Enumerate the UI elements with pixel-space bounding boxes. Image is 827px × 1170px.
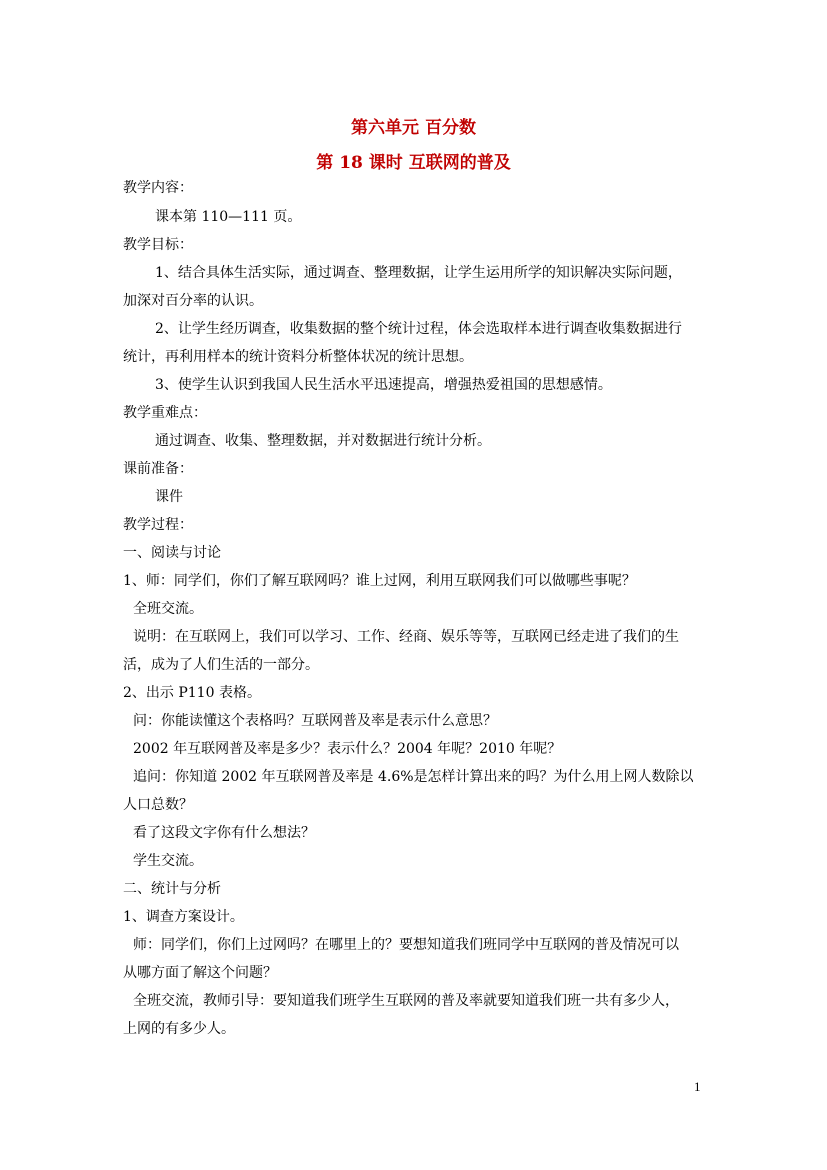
- text-line: 师：同学们，你们上过网吗？在哪里上的？要想知道我们班同学中互联网的普及情况可以: [133, 937, 679, 953]
- section-heading-process: 教学过程：: [123, 517, 193, 533]
- section-heading-goals: 教学目标：: [123, 237, 193, 253]
- text-line: 二、统计与分析: [123, 881, 221, 897]
- text-line: 全班交流，教师引导：要知道我们班学生互联网的普及率就要知道我们班一共有多少人，: [133, 993, 679, 1009]
- text-line: 上网的有多少人。: [123, 1021, 235, 1037]
- text-line: 课本第 110—111 页。: [155, 209, 302, 225]
- text-line: 从哪方面了解这个问题？: [123, 965, 277, 981]
- text-line: 说明：在互联网上，我们可以学习、工作、经商、娱乐等等，互联网已经走进了我们的生: [133, 629, 679, 645]
- section-heading-keypoints: 教学重难点：: [123, 405, 207, 421]
- text-line: 加深对百分率的认识。: [123, 293, 263, 309]
- text-line: 活，成为了人们生活的一部分。: [123, 657, 319, 673]
- lesson-title: 第 18 课时 互联网的普及: [316, 153, 511, 173]
- text-line: 2、出示 P110 表格。: [123, 685, 261, 701]
- text-line: 学生交流。: [133, 853, 203, 869]
- text-line: 问：你能读懂这个表格吗？互联网普及率是表示什么意思？: [133, 713, 497, 729]
- page-number: 1: [694, 1079, 701, 1094]
- text-line: 1、师：同学们，你们了解互联网吗？谁上过网，利用互联网我们可以做哪些事呢？: [123, 573, 636, 589]
- section-heading-preparation: 课前准备：: [123, 461, 193, 477]
- text-line: 1、结合具体生活实际，通过调查、整理数据，让学生运用所学的知识解决实际问题，: [155, 265, 682, 281]
- text-line: 通过调查、收集、整理数据，并对数据进行统计分析。: [155, 433, 491, 449]
- section-heading-content: 教学内容：: [123, 180, 193, 196]
- text-line: 看了这段文字你有什么想法？: [133, 825, 315, 841]
- text-line: 全班交流。: [133, 601, 203, 617]
- text-line: 1、调查方案设计。: [123, 909, 244, 925]
- text-line: 一、阅读与讨论: [123, 545, 221, 561]
- text-line: 2002 年互联网普及率是多少？表示什么？2004 年呢？2010 年呢？: [133, 741, 562, 757]
- unit-title: 第六单元 百分数: [351, 118, 476, 138]
- text-line: 追问：你知道 2002 年互联网普及率是 4.6%是怎样计算出来的吗？为什么用上网人数除以: [133, 769, 694, 785]
- text-line: 2、让学生经历调查，收集数据的整个统计过程，体会选取样本进行调查收集数据进行: [155, 321, 682, 337]
- text-line: 3、使学生认识到我国人民生活水平迅速提高，增强热爱祖国的思想感情。: [155, 377, 612, 393]
- text-line: 人口总数？: [123, 797, 193, 813]
- text-line: 统计，再利用样本的统计资料分析整体状况的统计思想。: [123, 349, 473, 365]
- text-line: 课件: [155, 489, 183, 505]
